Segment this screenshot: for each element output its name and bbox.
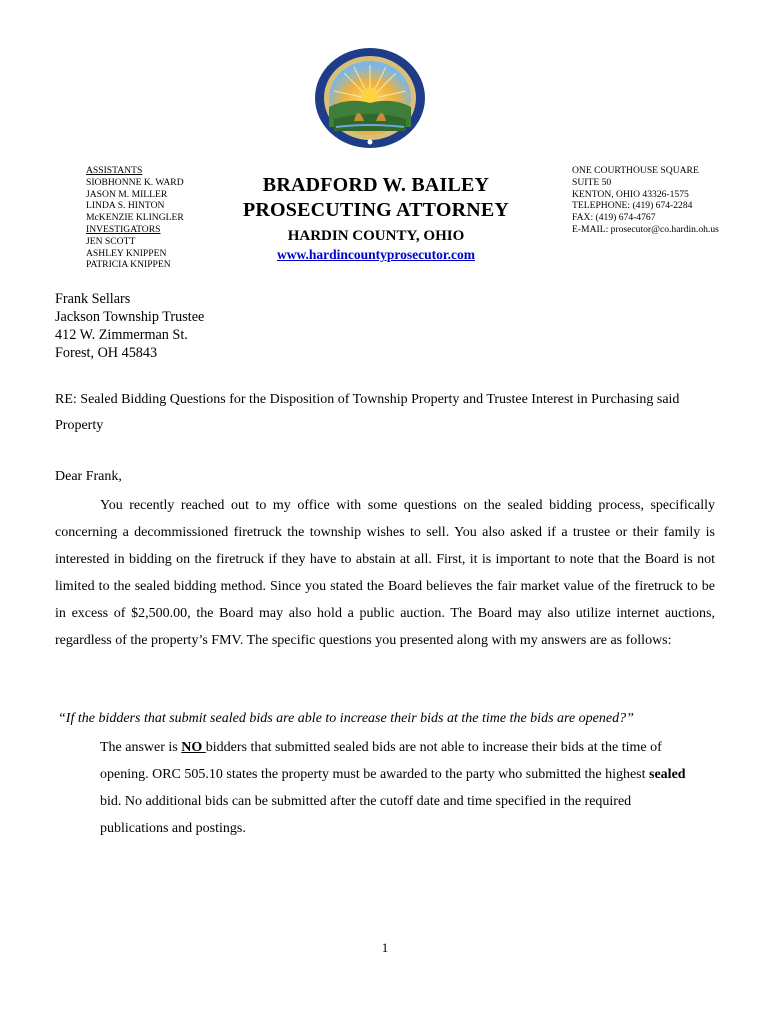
contact-line: ONE COURTHOUSE SQUARE <box>572 165 699 176</box>
page-number: 1 <box>381 940 389 955</box>
county-seal <box>314 47 426 149</box>
staff-name: JASON M. MILLER <box>86 188 168 200</box>
website-link[interactable]: www.hardincountyprosecutor.com <box>276 247 475 262</box>
contact-line: FAX: (419) 674-4767 <box>572 212 656 224</box>
investigators-heading: INVESTIGATORS <box>86 223 161 235</box>
contact-line: KENTON, OHIO 43326-1575 <box>572 188 689 200</box>
letterhead-title <box>228 173 524 264</box>
contact-info <box>572 165 719 236</box>
contact-line: TELEPHONE: (419) 674-2284 <box>572 200 693 212</box>
answer-part3: bid. No additional bids can be submitted after the cutoff date and time specified in the required publications and postings. <box>100 794 632 836</box>
staff-name: PATRICIA KNIPPEN <box>86 259 171 271</box>
subject-line: RE: Sealed Bidding Questions for the Disposition of Township Property and Trustee Interest in Purchasing said Property <box>55 392 680 433</box>
county-name: HARDIN COUNTY, OHIO <box>287 228 465 244</box>
attorney-title: PROSECUTING ATTORNEY <box>242 199 510 221</box>
staff-name: JEN SCOTT <box>86 235 136 247</box>
answer-emphasis: NO <box>181 740 206 755</box>
recipient-line: 412 W. Zimmerman St. <box>55 327 188 343</box>
answer-part2: bidders that submitted sealed bids are not able to increase their bids at the time of opening. ORC 505.10 states the property must be awarded to the party who submitted the highest <box>100 740 662 782</box>
attorney-name: BRADFORD W. BAILEY <box>262 174 490 196</box>
recipient-line: Frank Sellars <box>55 291 131 307</box>
recipient-line: Jackson Township Trustee <box>55 309 205 325</box>
staff-name: LINDA S. HINTON <box>86 200 165 212</box>
recipient-address <box>55 290 204 362</box>
staff-name: McKENZIE KLINGLER <box>86 212 184 224</box>
staff-listing <box>86 165 184 271</box>
answer-paragraph <box>100 734 700 842</box>
question-text: “If the bidders that submit sealed bids are able to increase their bids at the time the bids are opened?” <box>58 711 634 726</box>
body-paragraph: You recently reached out to my office with some questions on the sealed bidding process, specifically concerning a decommissioned firetruck the township wishes to sell. You also asked if a trustee or their family is interested in bidding on the firetruck if they have to abstain at all. First, it is important to note that the Board is not limited to the sealed bidding method. Since you stated the Board believes the fair market value of the firetruck to be in excess of $2,500.00, the Board may also hold a public auction. The Board may also utilize internet auctions, regardless of the property’s FMV. The specific questions you presented along with my answers are as follows: <box>55 498 715 648</box>
staff-name: ASHLEY KNIPPEN <box>86 247 167 259</box>
contact-line: SUITE 50 <box>572 176 612 188</box>
answer-bold-word: sealed <box>649 767 686 782</box>
salutation: Dear Frank, <box>55 469 122 484</box>
recipient-line: Forest, OH 45843 <box>55 345 158 361</box>
staff-name: SIOBHONNE K. WARD <box>86 176 184 188</box>
email-line: E-MAIL: prosecutor@co.hardin.oh.us <box>572 223 719 235</box>
answer-intro: The answer is <box>100 740 182 755</box>
assistants-heading: ASSISTANTS <box>86 165 143 176</box>
